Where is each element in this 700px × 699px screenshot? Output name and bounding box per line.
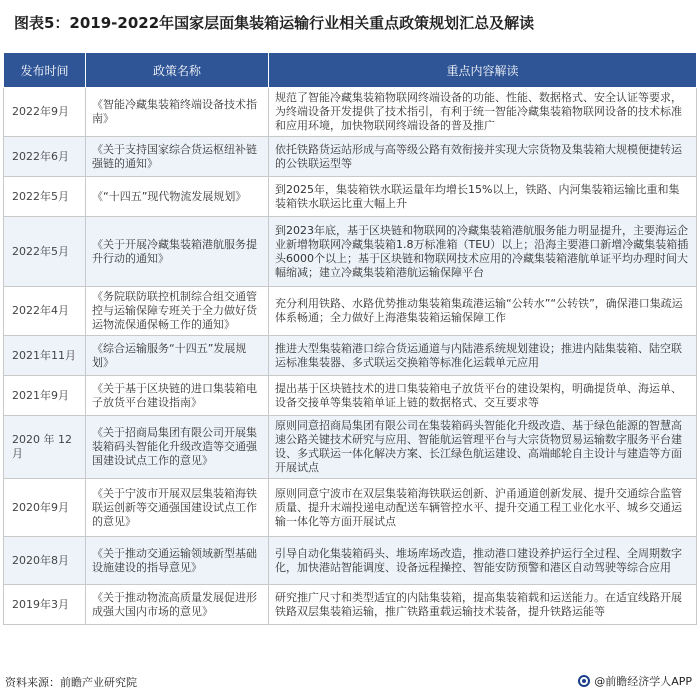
table-row: [4, 177, 697, 217]
row-content: 到2025年，集装箱铁水联运量年均增长15%以上，铁路、内河集装箱运输比重和集装箱铁水联运比重大幅上升: [269, 177, 697, 217]
row-content: 原则同意宁波市在双层集装箱海铁联运创新、沪甬通道创新发展、提升交通综合监管质量、提升末端投递电动配送车辆管控水平、提升交通工程工业化水平、城乡交通运输一体化等方面开展试点: [269, 479, 697, 537]
table-row: [4, 287, 697, 336]
row-policy-name: 《关于支持国家综合货运枢纽补链强链的通知》: [86, 137, 269, 177]
row-date: 2020年9月: [4, 479, 86, 537]
table-row: [4, 479, 697, 537]
row-content: 引导自动化集装箱码头、堆场库场改造，推动港口建设养护运行全过程、全周期数字化，加快港站智能调度、设备远程操控、智能安防预警和港区自动驾驶等综合应用: [269, 537, 697, 585]
row-content: 充分利用铁路、水路优势推动集装箱集疏港运输“公转水”“公转铁”，确保港口集疏运体系畅通；全力做好上海港集装箱运输保障工作: [269, 287, 697, 336]
table-row: [4, 137, 697, 177]
table-row: [4, 416, 697, 479]
row-policy-name: 《综合运输服务“十四五”发展规划》: [86, 336, 269, 376]
row-policy-name: 《关于开展冷藏集装箱港航服务提升行动的通知》: [86, 217, 269, 287]
row-content: 原则同意招商局集团有限公司在集装箱码头智能化升级改造、基于绿色能源的智慧高速公路关键技术研究与应用、智能航运管理平台与大宗货物贸易运输数字服务平台建设、多式联运一体化解决方案、长江绿色航运建设、高端邮轮自主设计与建造等方面开展试点: [269, 416, 697, 479]
row-content: 研究推广尺寸和类型适宜的内陆集装箱，提高集装箱载和运送能力。在适宜线路开展铁路双层集装箱运输，推广铁路重载运输技术装备，提升铁路运能等: [269, 585, 697, 625]
row-policy-name: 《关于招商局集团有限公司开展集装箱码头智能化升级改造等交通强国建设试点工作的意见》: [86, 416, 269, 479]
row-date: 2021年11月: [4, 336, 86, 376]
row-policy-name: 《关于基于区块链的进口集装箱电子放货平台建设指南》: [86, 376, 269, 416]
row-policy-name: 《关于推动交通运输领域新型基础设施建设的指导意见》: [86, 537, 269, 585]
row-content: 到2023年底，基于区块链和物联网的冷藏集装箱港航服务能力明显提升，主要海运企业新增物联网冷藏集装箱1.8万标准箱（TEU）以上；沿海主要港口新增冷藏集装箱插头6000个以上；基于区块链和物联网技术应用的冷藏集装箱港航单证平均办理时间大幅缩减；建立冷藏集装箱港航运输保障平台: [269, 217, 697, 287]
row-date: 2022年9月: [4, 88, 86, 137]
source-note: 资料来源：前瞻产业研究院: [5, 676, 137, 689]
row-policy-name: 《关于推动物流高质量发展促进形成强大国内市场的意见》: [86, 585, 269, 625]
row-content: 提出基于区块链技术的进口集装箱电子放货平台的建设架构，明确提货单、海运单、设备交接单等集装箱单证上链的数据格式、交互要求等: [269, 376, 697, 416]
table-header-row: [4, 53, 697, 88]
row-date: 2022年5月: [4, 217, 86, 287]
row-content: 推进大型集装箱港口综合货运通道与内陆港系统规划建设；推进内陆集装箱、陆空联运标准集装器、多式联运交换箱等标准化运载单元应用: [269, 336, 697, 376]
row-content: 依托铁路货运站形成与高等级公路有效衔接并实现大宗货物及集装箱大规模便捷转运的公铁联运型等: [269, 137, 697, 177]
row-policy-name: 《关于宁波市开展双层集装箱海铁联运创新等交通强国建设试点工作的意见》: [86, 479, 269, 537]
table-row: [4, 376, 697, 416]
header-policy-name: 政策名称: [86, 53, 269, 88]
header-content: 重点内容解读: [269, 53, 697, 88]
header-date: 发布时间: [4, 53, 86, 88]
row-date: 2019年3月: [4, 585, 86, 625]
policy-table: [3, 52, 697, 625]
row-date: 2021年9月: [4, 376, 86, 416]
row-date: 2022年6月: [4, 137, 86, 177]
row-date: 2022年5月: [4, 177, 86, 217]
row-policy-name: 《务院联防联控机制综合组交通管控与运输保障专班关于全力做好货运物流保通保畅工作的通知》: [86, 287, 269, 336]
qianzhan-logo-icon: [578, 675, 590, 687]
table-row: [4, 336, 697, 376]
row-content: 规范了智能冷藏集装箱物联网终端设备的功能、性能、数据格式、安全认证等要求，为终端设备开发提供了技术指引，有利于统一智能冷藏集装箱物联网设备的技术标准和应用环境，加快物联网终端设备的普及推广: [269, 88, 697, 137]
row-date: 2022年4月: [4, 287, 86, 336]
row-policy-name: 《智能冷藏集装箱终端设备技术指南》: [86, 88, 269, 137]
brand-credit-text: @前瞻经济学人APP: [594, 675, 692, 688]
page-title: 图表5：2019-2022年国家层面集装箱运输行业相关重点政策规划汇总及解读: [14, 14, 535, 32]
row-date: 2020 年 12 月: [4, 416, 86, 479]
brand-credit: [578, 673, 692, 689]
table-row: [4, 537, 697, 585]
row-date: 2020年8月: [4, 537, 86, 585]
table-row: [4, 585, 697, 625]
row-policy-name: 《“十四五”现代物流发展规划》: [86, 177, 269, 217]
table-row: [4, 88, 697, 137]
table-row: [4, 217, 697, 287]
